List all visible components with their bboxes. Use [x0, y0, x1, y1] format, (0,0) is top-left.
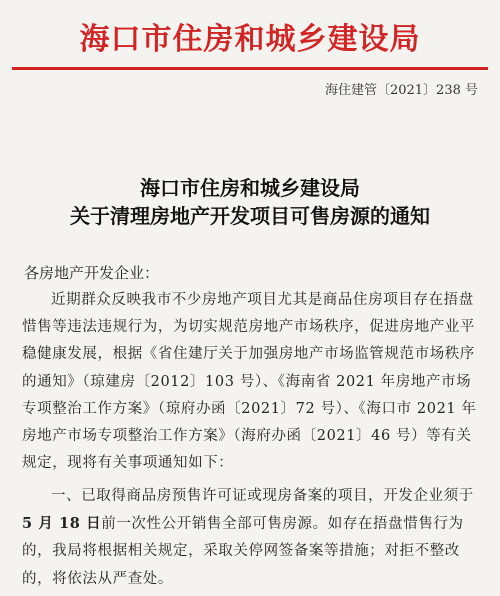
deadline-date: 5 月 18 日 [22, 515, 102, 533]
document-title-line1: 海口市住房和城乡建设局 [140, 176, 360, 200]
salutation: 各房地产开发企业： [24, 264, 160, 282]
issuer-header: 海口市住房和城乡建设局 [79, 22, 421, 57]
body-paragraph-2 [22, 483, 480, 593]
document-title-line2: 关于清理房地产开发项目可售房源的通知 [70, 204, 430, 228]
body-paragraph-1: 近期群众反映我市不少房地产项目尤其是商品住房项目存在捂盘惜售等违法违规行为，为切实规范房地产市场秩序，促进房地产业平稳健康发展，根据《省住建厅关于加强房地产市场监管规范市场秩序的通知》（琼建房〔2012〕103 号）、《海南省 2021 年房地产市场专项整治工作方案》（琼府办函〔2021〕72 号）、《海口市 2021 年房地产市场专项整治工作方案》（海府办函〔2021〕46 号）等有关规定，现将有关事项通知如下： [22, 292, 477, 472]
paragraph-2-text-b: 前一次性公开销售全部可售房源。如存在捂盘惜售行为的，我局将根据相关规定，采取关停网签备案等措施；对拒不整改的，将依法从严查处。 [22, 516, 464, 587]
paragraph-2-text-a: 一、已取得商品房预售许可证或现房备案的项目，开发企业须于 [51, 488, 474, 504]
red-divider-line [12, 67, 488, 70]
document-number: 海住建管〔2021〕238 号 [324, 83, 478, 98]
